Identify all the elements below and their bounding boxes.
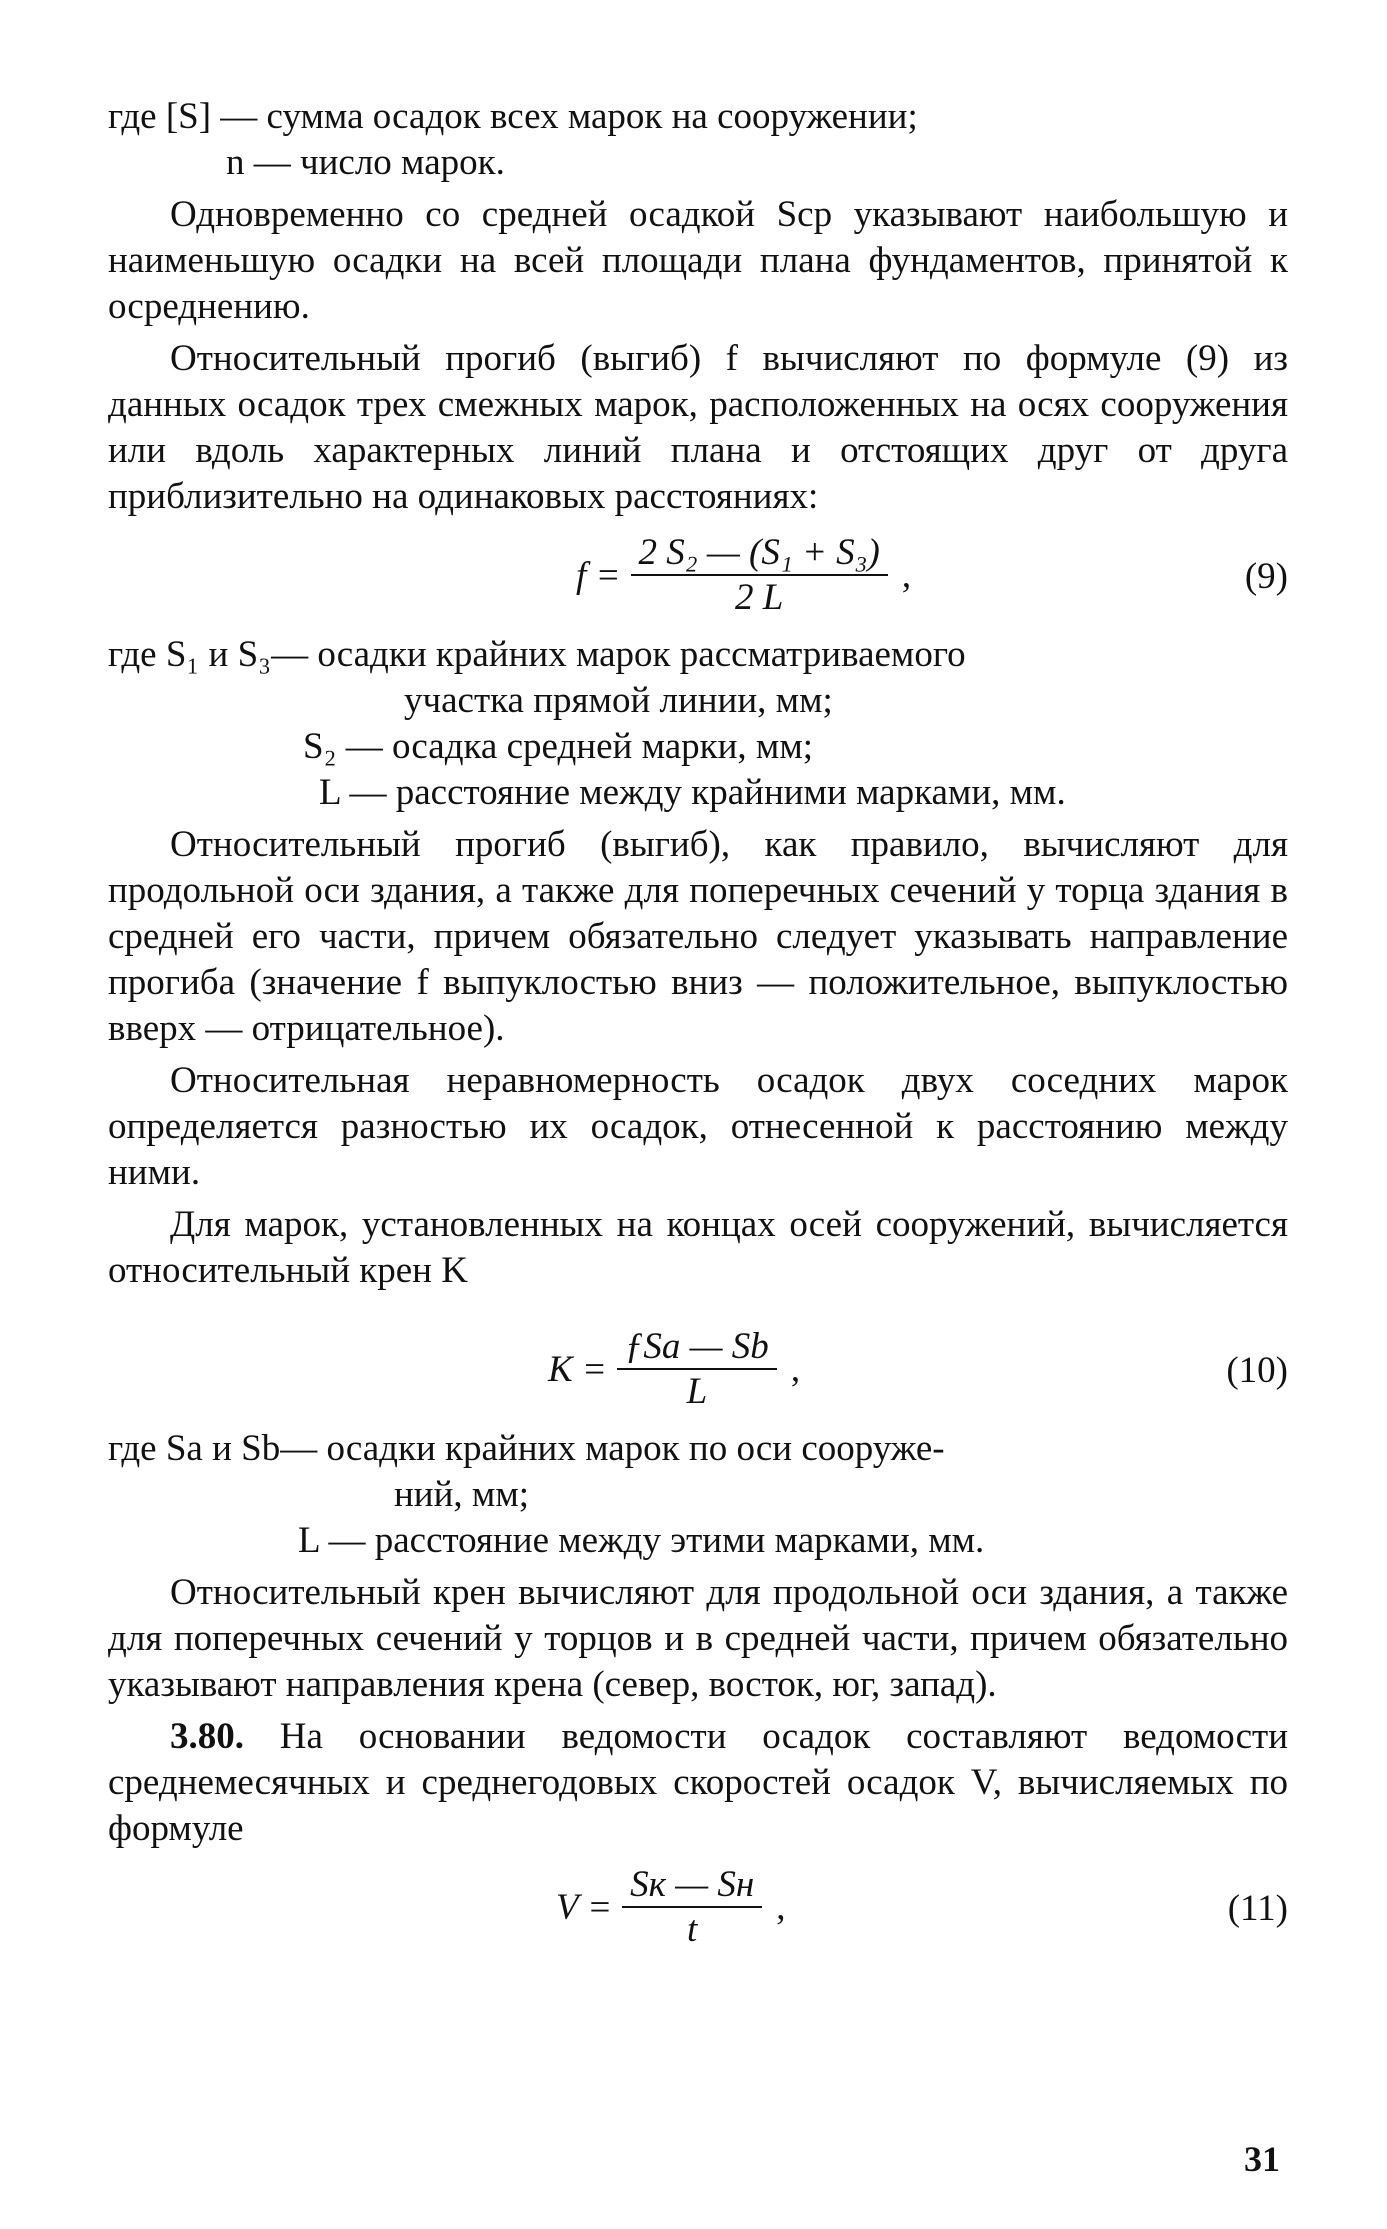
formula-lhs: f = (576, 555, 621, 596)
fraction-denominator: t (687, 1909, 698, 1950)
definition-symbol: где S₁ и S₃ (108, 634, 272, 675)
paragraph: Относительный крен вычисляют для продольной оси здания, а также для поперечных сечений у торцов и в средней части, причем обязательно указывают направления крена (север, восток, юг, запад). (108, 1572, 1288, 1705)
body-text (108, 94, 1288, 1964)
definition-line: где [S] — сумма осадок всех марок на сооружении; (108, 96, 918, 137)
fraction-numerator: Sк — Sн (622, 1864, 762, 1908)
formula-11 (108, 1858, 1288, 1958)
page-number: 31 (1244, 2139, 1280, 2179)
paragraph: Одновременно со средней осадкой Sср указывают наибольшую и наименьшую осадки на всей площади плана фундаментов, принятой к осреднению. (108, 194, 1288, 327)
formula-9 (108, 526, 1288, 626)
section-number: 3.80. (170, 1716, 244, 1757)
definition-row (108, 1426, 1288, 1472)
fraction-denominator: 2 L (735, 577, 784, 618)
equation-number: (10) (1226, 1350, 1288, 1391)
definition-symbol: где Sa и Sb (108, 1428, 281, 1469)
paragraph: Для марок, установленных на концах осей сооружений, вычисляется относительный крен K (108, 1204, 1288, 1291)
formula-tail: , (790, 1349, 801, 1390)
equation-number: (11) (1227, 1888, 1288, 1929)
formula-lhs: K = (548, 1349, 607, 1390)
definition-line: n — число марок. (226, 142, 505, 183)
definitions-10 (108, 1426, 1288, 1564)
fraction (617, 1326, 777, 1414)
formula-tail: , (776, 1887, 786, 1928)
formula-lhs: V = (556, 1887, 613, 1928)
equation-number: (9) (1244, 556, 1288, 597)
paragraph: Относительный прогиб (выгиб) f вычисляют по формуле (9) из данных осадок трех смежных марок, расположенных на осях сооружения или вдоль характерных линий плана и отстоящих друг от друга приблизительно на одинаковых расстояниях: (108, 338, 1288, 517)
definition-row: L — расстояние между этими марками, мм. (298, 1520, 985, 1561)
definition-row: S₂ — осадка средней марки, мм; (303, 726, 814, 767)
fraction (631, 532, 888, 620)
definition-row: L — расстояние между крайними марками, мм. (319, 772, 1066, 813)
definition-row (108, 632, 1288, 678)
fraction-numerator: ƒSa — Sb (617, 1326, 777, 1370)
paragraph: Относительный прогиб (выгиб), как правило, вычисляют для продольной оси здания, а также для поперечных сечений у торца здания в средней его части, причем обязательно следует указывать направление прогиба (значение f выпуклостью вниз — положительное, выпуклостью вверх — отрицательное). (108, 824, 1288, 1049)
definition-text: участка прямой линии, мм; (404, 680, 833, 721)
fraction-denominator: L (686, 1371, 708, 1412)
fraction-numerator: 2 S₂ — (S₁ + S₃) (631, 532, 888, 576)
definition-text: ний, мм; (394, 1474, 530, 1515)
paragraph (108, 1714, 1288, 1852)
formula-10 (108, 1320, 1288, 1420)
definition-text: — осадки крайних марок рассматриваемого (271, 634, 966, 675)
paragraph-text: На основании ведомости осадок составляют ведомости среднемесячных и среднегодовых скоростей осадок V, вычисляемых по формуле (108, 1716, 1289, 1849)
paragraph: Относительная неравномерность осадок двух соседних марок определяется разностью их осадок, отнесенной к расстоянию между ними. (108, 1060, 1288, 1193)
fraction (622, 1864, 762, 1952)
formula-tail: , (901, 555, 912, 596)
definitions-9 (108, 632, 1288, 816)
definition-text: — осадки крайних марок по оси сооруже- (280, 1428, 945, 1469)
